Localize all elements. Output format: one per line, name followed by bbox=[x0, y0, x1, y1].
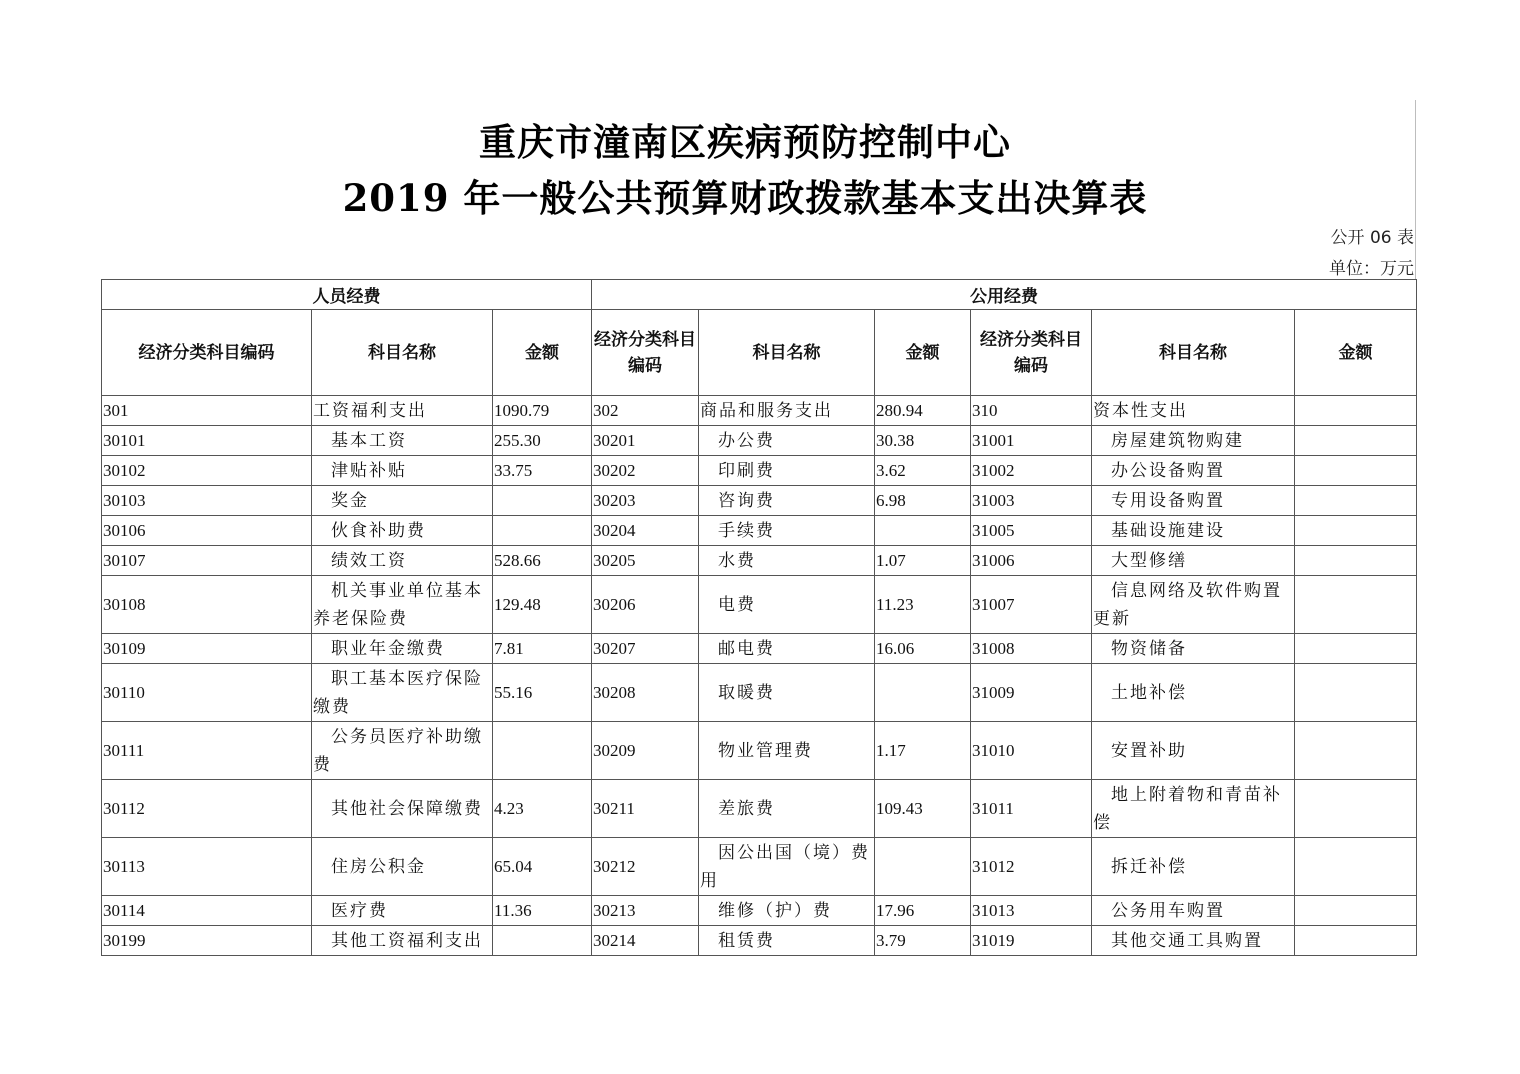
cell-amount bbox=[493, 926, 592, 956]
cell-name: 手续费 bbox=[699, 516, 875, 546]
cell-name: 物业管理费 bbox=[699, 722, 875, 780]
cell-code: 30207 bbox=[592, 634, 699, 664]
cell-name: 机关事业单位基本养老保险费 bbox=[312, 576, 493, 634]
cell-amount: 33.75 bbox=[493, 456, 592, 486]
cell-code: 30109 bbox=[102, 634, 312, 664]
cell-code: 30103 bbox=[102, 486, 312, 516]
cell-name: 大型修缮 bbox=[1092, 546, 1295, 576]
cell-name: 地上附着物和青苗补偿 bbox=[1092, 780, 1295, 838]
cell-name: 其他工资福利支出 bbox=[312, 926, 493, 956]
section-public: 公用经费 bbox=[592, 280, 1417, 310]
cell-name: 因公出国（境）费用 bbox=[699, 838, 875, 896]
cell-name: 奖金 bbox=[312, 486, 493, 516]
cell-name: 职工基本医疗保险缴费 bbox=[312, 664, 493, 722]
cell-code: 30102 bbox=[102, 456, 312, 486]
cell-name: 其他社会保障缴费 bbox=[312, 780, 493, 838]
cell-code: 301 bbox=[102, 396, 312, 426]
cell-amount: 11.23 bbox=[875, 576, 971, 634]
cell-name: 公务用车购置 bbox=[1092, 896, 1295, 926]
cell-amount bbox=[1295, 722, 1417, 780]
cell-amount: 3.79 bbox=[875, 926, 971, 956]
cell-name: 其他交通工具购置 bbox=[1092, 926, 1295, 956]
cell-amount bbox=[1295, 838, 1417, 896]
cell-amount: 4.23 bbox=[493, 780, 592, 838]
cell-code: 30211 bbox=[592, 780, 699, 838]
cell-name: 办公费 bbox=[699, 426, 875, 456]
cell-name: 绩效工资 bbox=[312, 546, 493, 576]
cell-amount: 16.06 bbox=[875, 634, 971, 664]
cell-name: 公务员医疗补助缴费 bbox=[312, 722, 493, 780]
header-name: 科目名称 bbox=[312, 310, 493, 396]
header-amount: 金额 bbox=[1295, 310, 1417, 396]
table-row bbox=[102, 896, 1417, 926]
cell-amount bbox=[1295, 456, 1417, 486]
cell-name: 基础设施建设 bbox=[1092, 516, 1295, 546]
cell-amount bbox=[1295, 780, 1417, 838]
cell-code: 310 bbox=[971, 396, 1092, 426]
cell-code: 30201 bbox=[592, 426, 699, 456]
table-row bbox=[102, 664, 1417, 722]
cell-name: 资本性支出 bbox=[1092, 396, 1295, 426]
cell-amount bbox=[493, 516, 592, 546]
cell-name: 工资福利支出 bbox=[312, 396, 493, 426]
header-code: 经济分类科目编码 bbox=[592, 310, 699, 396]
cell-code: 30213 bbox=[592, 896, 699, 926]
report-title-line2: 2019 年一般公共预算财政拨款基本支出决算表 bbox=[342, 176, 1148, 220]
cell-name: 租赁费 bbox=[699, 926, 875, 956]
cell-name: 土地补偿 bbox=[1092, 664, 1295, 722]
cell-amount: 528.66 bbox=[493, 546, 592, 576]
cell-code: 30206 bbox=[592, 576, 699, 634]
cell-code: 31003 bbox=[971, 486, 1092, 516]
cell-name: 津贴补贴 bbox=[312, 456, 493, 486]
cell-code: 30212 bbox=[592, 838, 699, 896]
cell-amount: 1090.79 bbox=[493, 396, 592, 426]
cell-amount bbox=[1295, 396, 1417, 426]
table-row bbox=[102, 780, 1417, 838]
report-title-line1: 重庆市潼南区疾病预防控制中心 bbox=[479, 120, 1011, 164]
cell-amount: 17.96 bbox=[875, 896, 971, 926]
table-row bbox=[102, 838, 1417, 896]
cell-amount: 1.17 bbox=[875, 722, 971, 780]
cell-name: 专用设备购置 bbox=[1092, 486, 1295, 516]
header-amount: 金额 bbox=[493, 310, 592, 396]
cell-amount: 109.43 bbox=[875, 780, 971, 838]
cell-code: 30106 bbox=[102, 516, 312, 546]
cell-amount: 255.30 bbox=[493, 426, 592, 456]
cell-code: 31006 bbox=[971, 546, 1092, 576]
table-row bbox=[102, 576, 1417, 634]
header-code: 经济分类科目编码 bbox=[102, 310, 312, 396]
cell-amount bbox=[1295, 576, 1417, 634]
cell-code: 30107 bbox=[102, 546, 312, 576]
cell-name: 基本工资 bbox=[312, 426, 493, 456]
table-code: 公开 06 表 bbox=[1330, 228, 1414, 248]
header-name: 科目名称 bbox=[699, 310, 875, 396]
column-header-row bbox=[102, 310, 1417, 396]
cell-code: 30204 bbox=[592, 516, 699, 546]
cell-amount: 7.81 bbox=[493, 634, 592, 664]
cell-name: 住房公积金 bbox=[312, 838, 493, 896]
cell-amount bbox=[1295, 926, 1417, 956]
cell-code: 30199 bbox=[102, 926, 312, 956]
cell-code: 31009 bbox=[971, 664, 1092, 722]
cell-name: 水费 bbox=[699, 546, 875, 576]
cell-code: 30112 bbox=[102, 780, 312, 838]
cell-code: 30111 bbox=[102, 722, 312, 780]
cell-amount: 65.04 bbox=[493, 838, 592, 896]
cell-code: 31007 bbox=[971, 576, 1092, 634]
table-row bbox=[102, 426, 1417, 456]
cell-code: 31002 bbox=[971, 456, 1092, 486]
unit-label: 单位：万元 bbox=[1329, 259, 1414, 279]
cell-amount bbox=[875, 516, 971, 546]
cell-name: 办公设备购置 bbox=[1092, 456, 1295, 486]
cell-name: 印刷费 bbox=[699, 456, 875, 486]
header-code: 经济分类科目编码 bbox=[971, 310, 1092, 396]
cell-code: 302 bbox=[592, 396, 699, 426]
cell-code: 30203 bbox=[592, 486, 699, 516]
cell-amount bbox=[1295, 546, 1417, 576]
cell-code: 31019 bbox=[971, 926, 1092, 956]
cell-amount bbox=[875, 664, 971, 722]
header-name: 科目名称 bbox=[1092, 310, 1295, 396]
cell-amount bbox=[1295, 426, 1417, 456]
cell-code: 30202 bbox=[592, 456, 699, 486]
cell-amount bbox=[1295, 634, 1417, 664]
header-amount: 金额 bbox=[875, 310, 971, 396]
cell-name: 医疗费 bbox=[312, 896, 493, 926]
cell-name: 电费 bbox=[699, 576, 875, 634]
cell-amount bbox=[493, 722, 592, 780]
table-row bbox=[102, 546, 1417, 576]
cell-amount: 280.94 bbox=[875, 396, 971, 426]
cell-name: 物资储备 bbox=[1092, 634, 1295, 664]
cell-amount: 30.38 bbox=[875, 426, 971, 456]
section-personnel: 人员经费 bbox=[102, 280, 592, 310]
cell-code: 30214 bbox=[592, 926, 699, 956]
cell-amount: 129.48 bbox=[493, 576, 592, 634]
cell-name: 咨询费 bbox=[699, 486, 875, 516]
table-row bbox=[102, 926, 1417, 956]
cell-name: 拆迁补偿 bbox=[1092, 838, 1295, 896]
cell-name: 房屋建筑物购建 bbox=[1092, 426, 1295, 456]
cell-name: 差旅费 bbox=[699, 780, 875, 838]
cell-code: 31013 bbox=[971, 896, 1092, 926]
cell-code: 30114 bbox=[102, 896, 312, 926]
cell-amount: 11.36 bbox=[493, 896, 592, 926]
cell-code: 30101 bbox=[102, 426, 312, 456]
cell-code: 31001 bbox=[971, 426, 1092, 456]
page-edge-line bbox=[1415, 100, 1416, 280]
cell-code: 30209 bbox=[592, 722, 699, 780]
cell-code: 31012 bbox=[971, 838, 1092, 896]
table-row bbox=[102, 456, 1417, 486]
cell-name: 商品和服务支出 bbox=[699, 396, 875, 426]
cell-amount: 6.98 bbox=[875, 486, 971, 516]
cell-name: 职业年金缴费 bbox=[312, 634, 493, 664]
cell-amount: 55.16 bbox=[493, 664, 592, 722]
cell-code: 30108 bbox=[102, 576, 312, 634]
table-row bbox=[102, 486, 1417, 516]
cell-amount bbox=[1295, 486, 1417, 516]
cell-amount bbox=[493, 486, 592, 516]
cell-name: 维修（护）费 bbox=[699, 896, 875, 926]
cell-code: 30110 bbox=[102, 664, 312, 722]
cell-amount bbox=[1295, 664, 1417, 722]
table-row bbox=[102, 722, 1417, 780]
cell-code: 30208 bbox=[592, 664, 699, 722]
table-row bbox=[102, 516, 1417, 546]
cell-amount bbox=[1295, 516, 1417, 546]
budget-table bbox=[101, 279, 1417, 956]
cell-name: 信息网络及软件购置更新 bbox=[1092, 576, 1295, 634]
cell-amount bbox=[875, 838, 971, 896]
cell-name: 安置补助 bbox=[1092, 722, 1295, 780]
cell-code: 31010 bbox=[971, 722, 1092, 780]
cell-code: 31005 bbox=[971, 516, 1092, 546]
cell-code: 30205 bbox=[592, 546, 699, 576]
cell-name: 邮电费 bbox=[699, 634, 875, 664]
cell-amount bbox=[1295, 896, 1417, 926]
cell-code: 31011 bbox=[971, 780, 1092, 838]
table-row bbox=[102, 634, 1417, 664]
table-row bbox=[102, 396, 1417, 426]
cell-code: 30113 bbox=[102, 838, 312, 896]
cell-name: 取暖费 bbox=[699, 664, 875, 722]
cell-amount: 1.07 bbox=[875, 546, 971, 576]
cell-code: 31008 bbox=[971, 634, 1092, 664]
cell-name: 伙食补助费 bbox=[312, 516, 493, 546]
cell-amount: 3.62 bbox=[875, 456, 971, 486]
